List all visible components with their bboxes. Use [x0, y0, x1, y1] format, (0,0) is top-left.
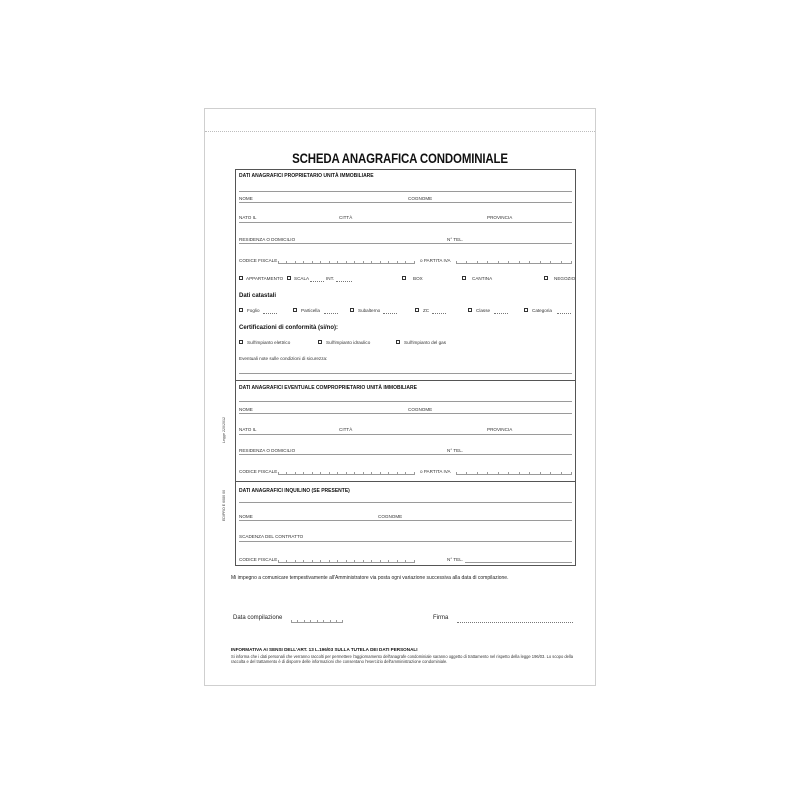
catastali-classe-field[interactable]	[494, 313, 508, 314]
tenant-header-line	[239, 502, 572, 503]
conformita-idraulico-label: Sull'impianto idraulico	[326, 340, 371, 345]
informativa-text: Si informa che i dati personali che verranno raccolti per permettere l'aggiornamento dell'anagrafe condominiale saranno oggetto di trattamento nel rispetto della legge 196/03. Lo scopo della raccolta e del trattamento è di disporre delle informazioni che consentano l'esercizio dell'amministrazione condominiale.	[231, 654, 574, 664]
perforation-line	[205, 131, 595, 132]
tenant-scadenza-label: SCADENZA DEL CONTRATTO	[239, 534, 304, 539]
owner-cf-label: CODICE FISCALE	[239, 258, 278, 263]
coowner-section-title: DATI ANAGRAFICI EVENTUALE COMPROPRIETARIO UNITÀ IMMOBILIARE	[239, 385, 417, 391]
coowner-provincia-label: PROVINCIA	[487, 427, 513, 432]
owner-citta-label: CITTÀ	[339, 215, 353, 220]
conformita-elettrico-label: Sull'impianto elettrico	[247, 340, 291, 345]
tenant-nome-label: NOME	[239, 514, 253, 519]
unit-appartamento-label: APPARTAMENTO	[246, 276, 284, 281]
catastali-categoria-checkbox[interactable]	[524, 308, 528, 312]
tenant-cognome-label: COGNOME	[378, 514, 403, 519]
side-label-code: EDIPRO E 6080 00	[222, 489, 226, 521]
pledge-text: Mi impegno a comunicare tempestivamente all'Amministratore via posta ogni variazione successiva alla data di compilazione.	[231, 575, 509, 581]
coowner-cf-label: CODICE FISCALE	[239, 469, 278, 474]
owner-piva-field[interactable]	[456, 263, 572, 264]
catastali-categoria-field[interactable]	[557, 313, 571, 314]
catastali-foglio-label: Foglio	[247, 308, 260, 313]
coowner-piva-label: o PARTITA IVA	[420, 469, 451, 474]
tenant-section-title: DATI ANAGRAFICI INQUILINO (SE PRESENTE)	[239, 488, 350, 494]
owner-residenza-label: RESIDENZA O DOMICILIO	[239, 237, 296, 242]
owner-cf-field[interactable]	[278, 263, 415, 264]
unit-negozio-checkbox[interactable]	[544, 276, 548, 280]
unit-scala-checkbox[interactable]	[287, 276, 291, 280]
conformita-gas-label: Sull'impianto del gas	[404, 340, 446, 345]
coowner-nato-field[interactable]	[239, 434, 572, 435]
unit-int-label: INT.	[326, 276, 335, 281]
form-title: SCHEDA ANAGRAFICA CONDOMINIALE	[292, 150, 508, 166]
owner-header-line	[239, 191, 572, 192]
unit-scala-label: SCALA	[294, 276, 310, 281]
conformita-title: Certificazioni di conformità (si/no):	[239, 325, 339, 331]
note-label: Eventuali note sulle condizioni di sicurezza:	[239, 356, 328, 361]
tenant-section	[235, 481, 576, 566]
data-compilazione-label: Data compilazione	[233, 615, 283, 621]
coowner-residenza-field[interactable]	[239, 454, 572, 455]
catastali-zc-checkbox[interactable]	[415, 308, 419, 312]
catastali-title: Dati catastali	[239, 293, 277, 299]
tenant-cf-label: CODICE FISCALE	[239, 557, 278, 562]
catastali-subalterno-field[interactable]	[383, 313, 397, 314]
informativa-title: INFORMATIVA AI SENSI DELL'ART. 13 L.196/03 SULLA TUTELA DEI DATI PERSONALI	[231, 647, 418, 652]
owner-residenza-field[interactable]	[239, 243, 572, 244]
note-field[interactable]	[239, 373, 572, 374]
catastali-zc-label: ZC	[423, 308, 430, 313]
owner-section	[235, 169, 576, 381]
owner-provincia-label: PROVINCIA	[487, 215, 513, 220]
firma-field[interactable]	[457, 622, 573, 623]
owner-piva-label: o PARTITA IVA	[420, 258, 451, 263]
unit-int-field[interactable]	[336, 281, 352, 282]
unit-scala-field[interactable]	[310, 281, 324, 282]
side-label-law: Legge 220/2012	[222, 417, 226, 443]
owner-nome-field[interactable]	[239, 202, 572, 203]
coowner-piva-field[interactable]	[456, 474, 572, 475]
unit-cantina-checkbox[interactable]	[462, 276, 466, 280]
coowner-nome-label: NOME	[239, 407, 253, 412]
tenant-tel-field[interactable]	[465, 562, 572, 563]
catastali-categoria-label: Categoria	[532, 308, 552, 313]
catastali-classe-checkbox[interactable]	[468, 308, 472, 312]
coowner-cognome-label: COGNOME	[408, 407, 433, 412]
catastali-foglio-checkbox[interactable]	[239, 308, 243, 312]
catastali-zc-field[interactable]	[432, 313, 446, 314]
catastali-classe-label: Classe	[476, 308, 491, 313]
conformita-idraulico-checkbox[interactable]	[318, 340, 322, 344]
unit-cantina-label: CANTINA	[472, 276, 493, 281]
unit-appartamento-checkbox[interactable]	[239, 276, 243, 280]
owner-cognome-label: COGNOME	[408, 196, 433, 201]
tenant-nome-field[interactable]	[239, 520, 572, 521]
owner-nome-label: NOME	[239, 196, 253, 201]
coowner-citta-label: CITTÀ	[339, 427, 353, 432]
catastali-subalterno-checkbox[interactable]	[350, 308, 354, 312]
form-sheet	[204, 108, 596, 686]
tenant-cf-field[interactable]	[278, 562, 415, 563]
owner-tel-label: N° TEL.	[447, 237, 464, 242]
conformita-elettrico-checkbox[interactable]	[239, 340, 243, 344]
coowner-residenza-label: RESIDENZA O DOMICILIO	[239, 448, 296, 453]
unit-negozio-label: NEGOZIO	[554, 276, 576, 281]
tenant-scadenza-field[interactable]	[239, 541, 572, 542]
owner-section-title: DATI ANAGRAFICI PROPRIETARIO UNITÀ IMMOBILIARE	[239, 173, 374, 179]
coowner-section	[235, 380, 576, 482]
catastali-particella-checkbox[interactable]	[293, 308, 297, 312]
tenant-tel-label: N° TEL.	[447, 557, 464, 562]
coowner-tel-label: N° TEL.	[447, 448, 464, 453]
coowner-header-line	[239, 401, 572, 402]
catastali-foglio-field[interactable]	[263, 313, 277, 314]
coowner-nato-label: NATO IL	[239, 427, 257, 432]
catastali-subalterno-label: Subalterno	[358, 308, 381, 313]
coowner-cf-field[interactable]	[278, 474, 415, 475]
catastali-particella-label: Particella	[301, 308, 320, 313]
unit-box-checkbox[interactable]	[402, 276, 406, 280]
catastali-particella-field[interactable]	[324, 313, 338, 314]
unit-box-label: BOX	[413, 276, 423, 281]
coowner-nome-field[interactable]	[239, 413, 572, 414]
owner-nato-field[interactable]	[239, 222, 572, 223]
owner-nato-label: NATO IL	[239, 215, 257, 220]
data-compilazione-field[interactable]	[291, 622, 343, 623]
conformita-gas-checkbox[interactable]	[396, 340, 400, 344]
firma-label: Firma	[433, 615, 449, 621]
